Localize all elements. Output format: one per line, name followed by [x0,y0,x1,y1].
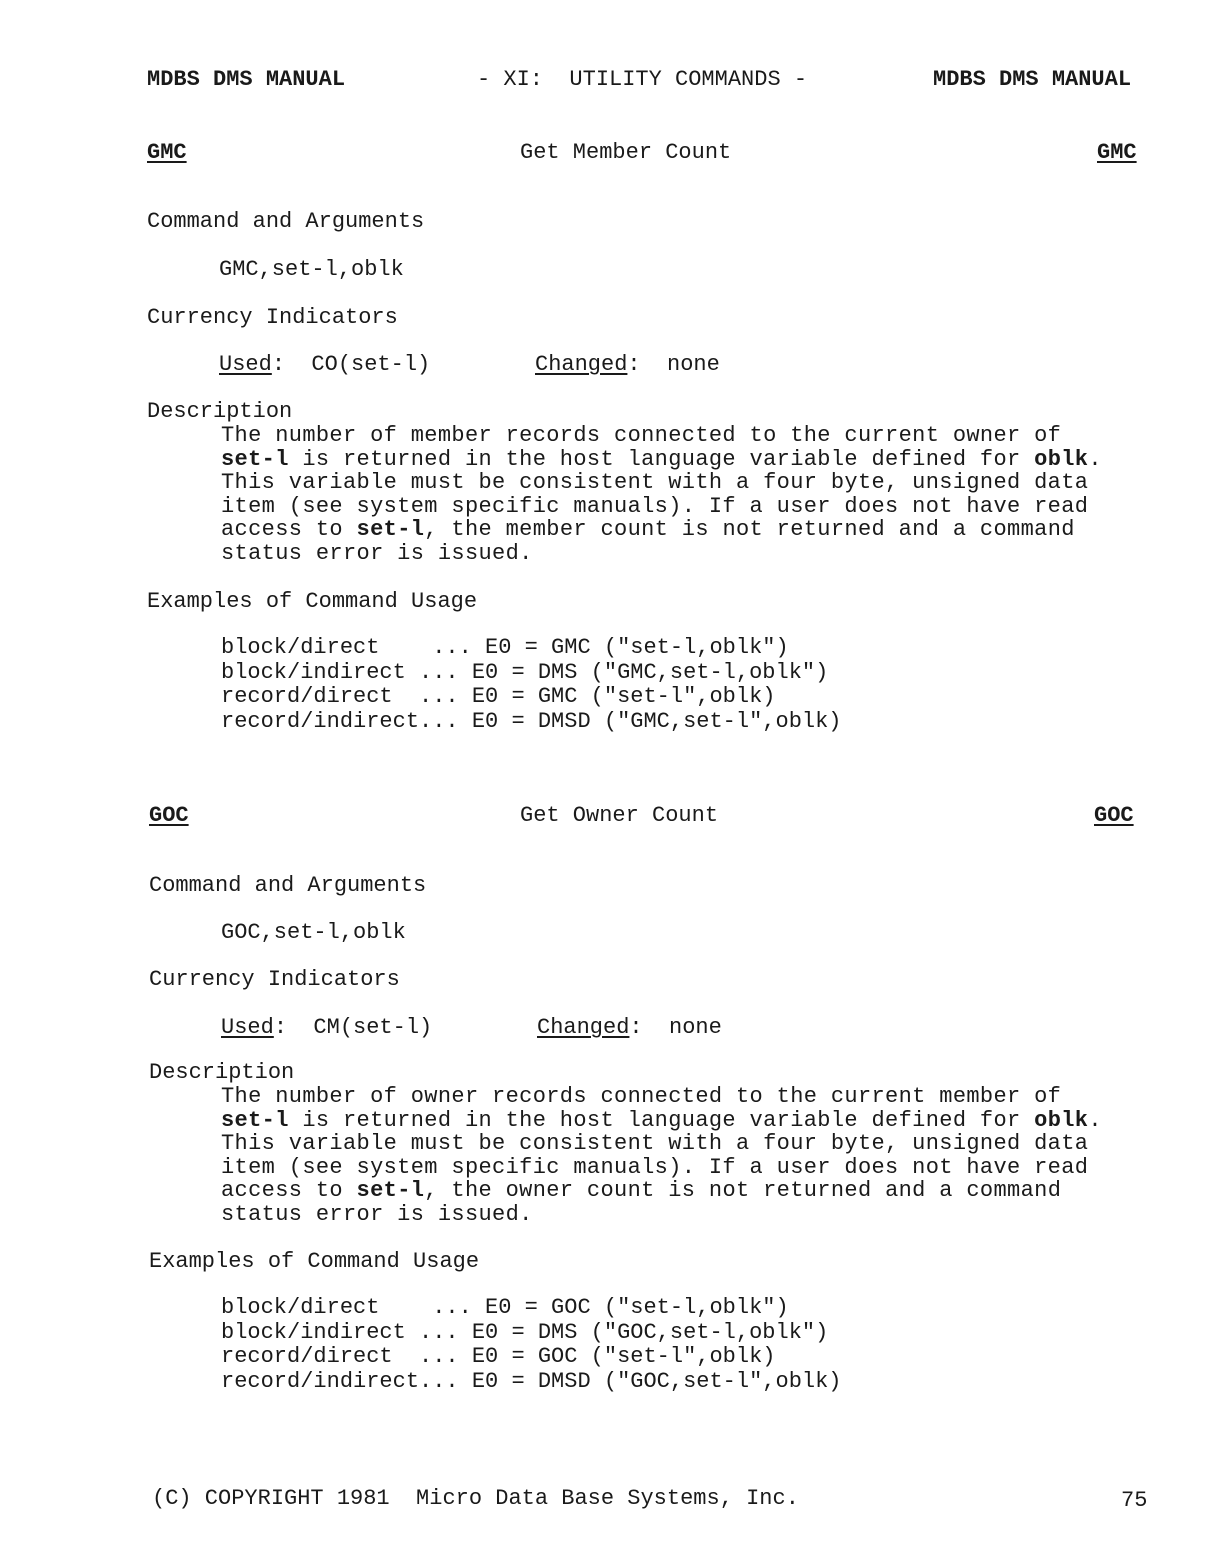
description-line: access to set-l, the owner count is not returned and a command [221,1178,1062,1204]
examples-list [221,636,842,734]
running-header-left: MDBS DMS MANUAL [147,67,346,92]
command-title: Get Owner Count [520,803,719,828]
currency-indicators-heading: Currency Indicators [149,967,400,992]
changed-label: Changed [535,352,628,377]
description-body [221,1085,1151,1227]
command-syntax: GOC,set-l,oblk [221,920,406,945]
currency-used: Used: CM(set-l) [221,1015,433,1040]
description-line: status error is issued. [221,1201,533,1227]
example-line: record/direct ... E0 = GOC ("set-l",oblk) [221,1344,776,1369]
description-line: set-l is returned in the host language variable defined for oblk. [221,446,1102,472]
changed-value: none [669,1015,722,1040]
description-line: The number of member records connected to the current owner of [221,423,1062,448]
command-arguments-heading: Command and Arguments [147,209,425,234]
footer-copyright: (C) COPYRIGHT 1981 Micro Data Base Systems, Inc. [152,1486,799,1511]
command-code-right: GMC [1097,140,1137,165]
example-line: block/indirect ... E0 = DMS ("GMC,set-l,oblk") [221,659,829,685]
description-line: set-l is returned in the host language variable defined for oblk. [221,1107,1102,1133]
description-line: access to set-l, the member count is not returned and a command [221,517,1075,543]
examples-heading: Examples of Command Usage [147,589,478,614]
used-value: CO(set-l) [311,352,431,377]
description-line: item (see system specific manuals). If a user does not have read [221,1154,1089,1180]
running-header-right: MDBS DMS MANUAL [933,67,1132,92]
example-line: record/indirect... E0 = DMSD ("GOC,set-l",oblk) [221,1368,842,1394]
description-body [221,424,1151,566]
description-line: This variable must be consistent with a four byte, unsigned data [221,470,1089,496]
description-line: item (see system specific manuals). If a user does not have read [221,493,1089,519]
example-line: record/indirect... E0 = DMSD ("GMC,set-l",oblk) [221,708,842,734]
description-line: status error is issued. [221,540,533,566]
examples-list [221,1296,842,1394]
command-code-left: GMC [147,140,187,165]
page-number: 75 [1121,1488,1148,1513]
used-label: Used [221,1015,274,1040]
command-arguments-heading: Command and Arguments [149,873,427,898]
description-heading: Description [149,1060,295,1085]
used-value: CM(set-l) [313,1015,433,1040]
used-label: Used [219,352,272,377]
command-title: Get Member Count [520,140,732,165]
running-header-center: - XI: UTILITY COMMANDS - [477,67,808,92]
example-line: block/indirect ... E0 = DMS ("GOC,set-l,oblk") [221,1319,829,1345]
changed-label: Changed [537,1015,630,1040]
changed-value: none [667,352,720,377]
currency-changed: Changed: none [537,1015,722,1040]
description-line: The number of owner records connected to the current member of [221,1084,1062,1109]
example-line: block/direct ... E0 = GOC ("set-l,oblk") [221,1295,789,1320]
examples-heading: Examples of Command Usage [149,1249,480,1274]
currency-changed: Changed: none [535,352,720,377]
currency-used: Used: CO(set-l) [219,352,431,377]
description-line: This variable must be consistent with a four byte, unsigned data [221,1131,1089,1157]
example-line: block/direct ... E0 = GMC ("set-l,oblk") [221,635,789,660]
command-syntax: GMC,set-l,oblk [219,257,404,282]
description-heading: Description [147,399,293,424]
example-line: record/direct ... E0 = GMC ("set-l",oblk) [221,684,776,709]
currency-indicators-heading: Currency Indicators [147,305,398,330]
command-code-left: GOC [149,803,189,828]
command-code-right: GOC [1094,803,1134,828]
